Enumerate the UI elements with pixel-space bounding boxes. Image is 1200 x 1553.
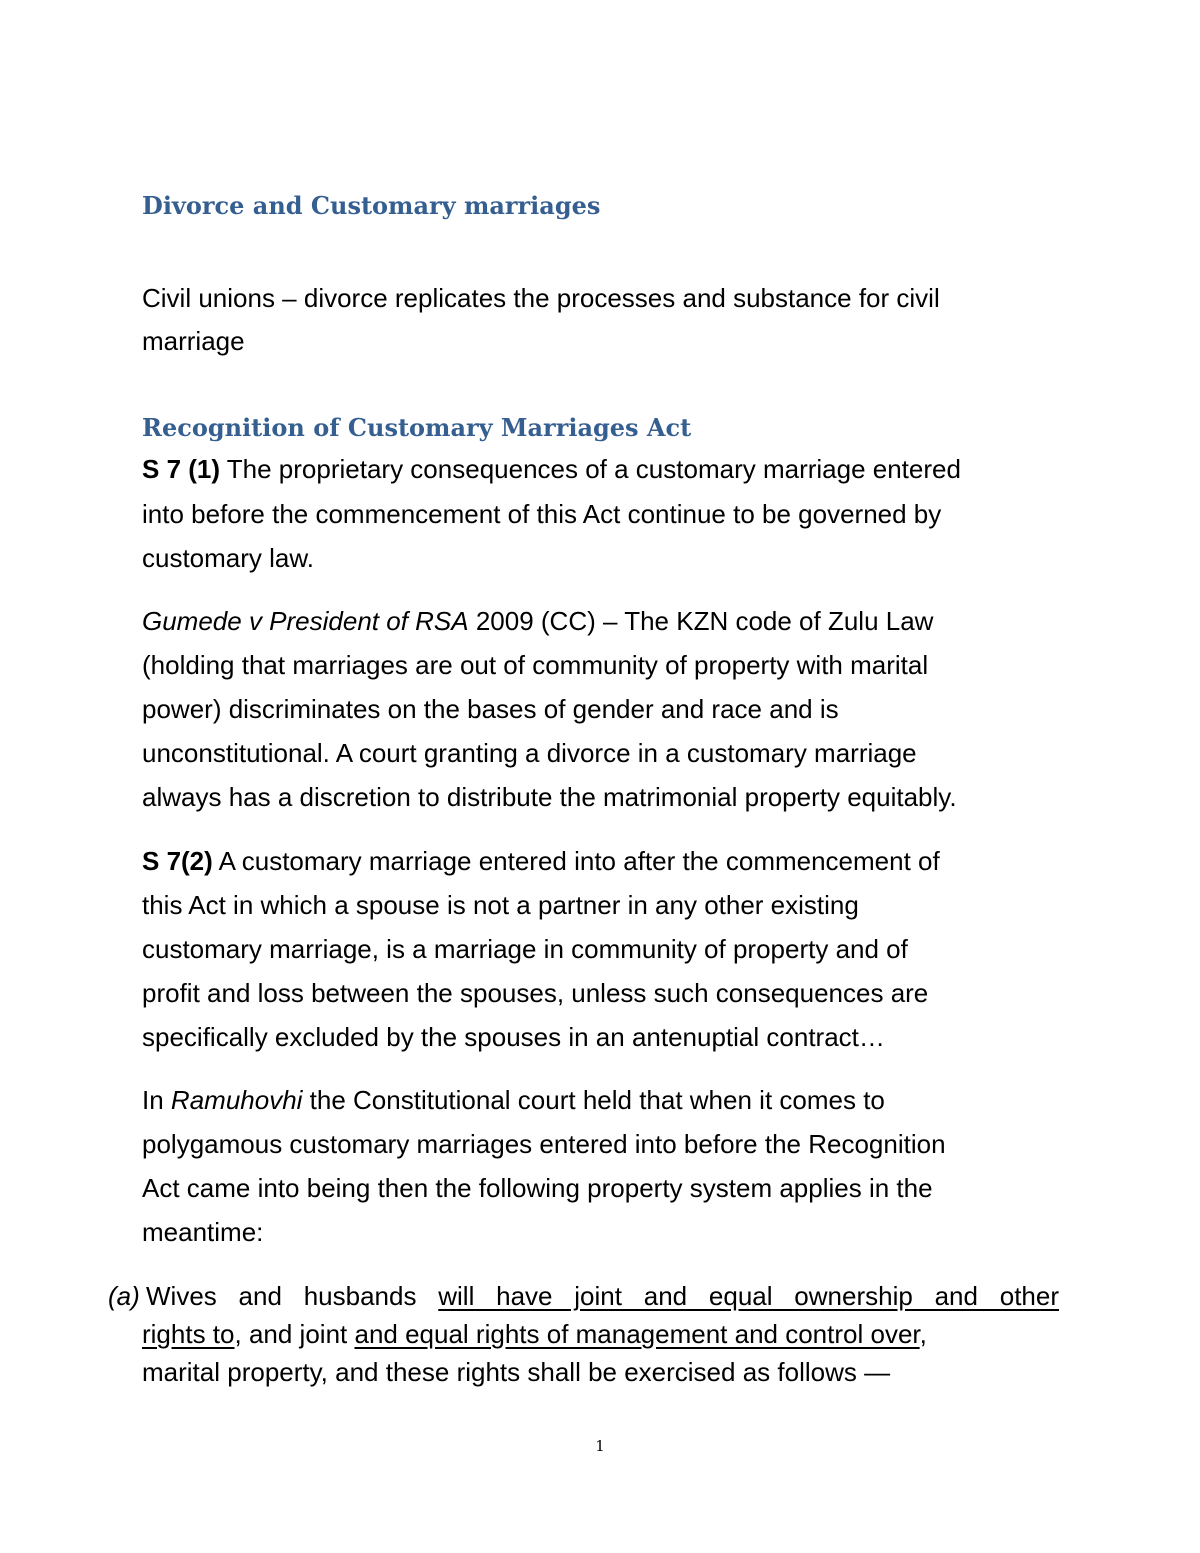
s7-2-line-5: specifically excluded by the spouses in an antenuptial contract… — [142, 1022, 885, 1052]
ramuhovhi-line-4: meantime: — [142, 1217, 264, 1247]
ramuhovhi-line-3: Act came into being then the following property system applies in the — [142, 1173, 933, 1203]
item-a-line-1 — [146, 1281, 1059, 1313]
gumede-line-2: (holding that marriages are out of community of property with marital — [142, 650, 929, 680]
heading-divorce-customary-marriages: Divorce and Customary marriages — [142, 191, 601, 220]
gumede-line-5: always has a discretion to distribute the matrimonial property equitably. — [142, 782, 957, 812]
ramuhovhi-line-1-text: the Constitutional court held that when it comes to — [302, 1085, 885, 1115]
s7-2-line-2: this Act in which a spouse is not a partner in any other existing — [142, 890, 859, 920]
item-a-line-3: marital property, and these rights shall be exercised as follows — — [142, 1357, 891, 1387]
s7-1-line-2: into before the commencement of this Act continue to be governed by — [142, 499, 942, 529]
item-a-line-1-underlined: will have joint and equal ownership and other — [438, 1281, 1059, 1311]
gumede-line-4: unconstitutional. A court granting a divorce in a customary marriage — [142, 738, 917, 768]
item-a-line-1-start: Wives and husbands — [146, 1281, 439, 1311]
civil-unions-line-1: Civil unions – divorce replicates the processes and substance for civil — [142, 283, 940, 313]
ramuhovhi-case-name: Ramuhovhi — [170, 1085, 303, 1115]
s7-1-line-1 — [142, 454, 961, 485]
s7-1-text: The proprietary consequences of a customary marriage entered — [220, 454, 961, 484]
item-a-label: (a) — [108, 1281, 140, 1311]
gumede-line-3: power) discriminates on the bases of gender and race and is — [142, 694, 839, 724]
s7-2-line-4: profit and loss between the spouses, unless such consequences are — [142, 978, 929, 1008]
s7-1-line-3: customary law. — [142, 543, 314, 573]
s7-2-line-1 — [142, 846, 940, 877]
s7-1-label: S 7 (1) — [142, 454, 221, 484]
s7-2-line-3: customary marriage, is a marriage in community of property and of — [142, 934, 908, 964]
item-a-rights-to: rights to — [142, 1319, 235, 1349]
gumede-case-name: Gumede v President of RSA — [142, 606, 469, 636]
ramuhovhi-line-2: polygamous customary marriages entered into before the Recognition — [142, 1129, 946, 1159]
ramuhovhi-prefix: In — [142, 1085, 171, 1115]
civil-unions-line-2: marriage — [142, 326, 245, 356]
item-a-management-control: and equal rights of management and control over — [354, 1319, 920, 1349]
heading-recognition-act: Recognition of Customary Marriages Act — [142, 413, 692, 442]
item-a-line-2-mid: , and joint — [234, 1319, 355, 1349]
gumede-line-1 — [142, 606, 933, 637]
ramuhovhi-line-1 — [142, 1085, 885, 1116]
item-a-line-2-end: , — [919, 1319, 927, 1349]
gumede-line-1-text: 2009 (CC) – The KZN code of Zulu Law — [468, 606, 934, 636]
s7-2-text: A customary marriage entered into after the commencement of — [212, 846, 940, 876]
item-a-line-2 — [142, 1319, 927, 1350]
s7-2-label: S 7(2) — [142, 846, 213, 876]
page-number: 1 — [595, 1437, 605, 1455]
